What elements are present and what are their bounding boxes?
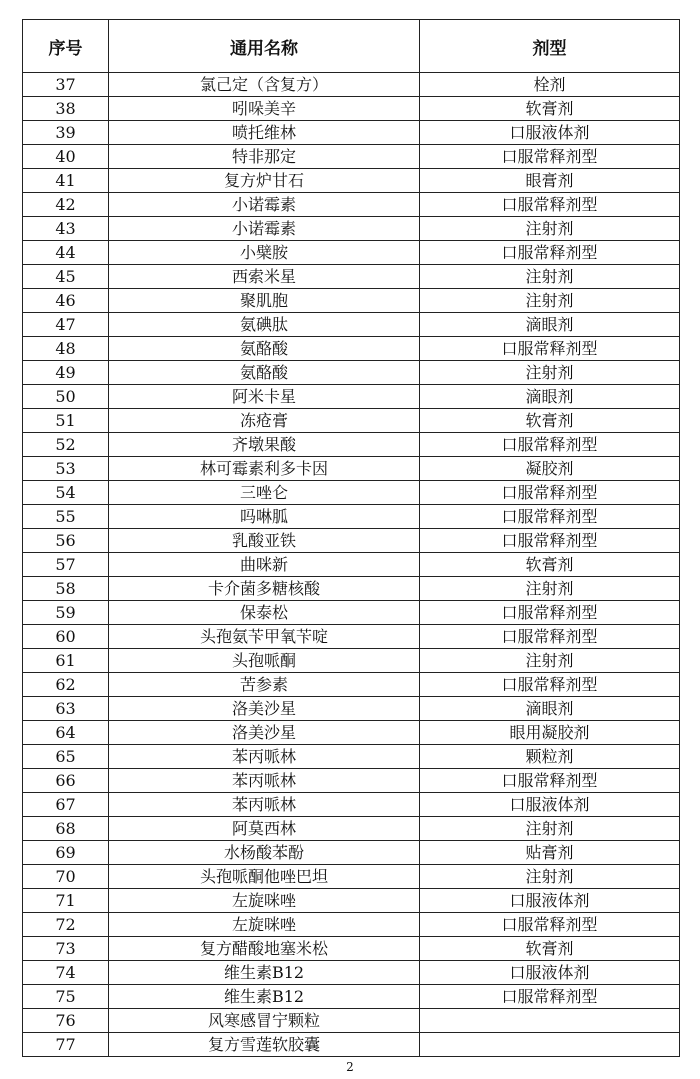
cell-serial-number: 72 [23,913,109,937]
header-generic-name: 通用名称 [109,20,420,73]
cell-generic-name: 特非那定 [109,145,420,169]
cell-serial-number: 61 [23,649,109,673]
cell-dosage-form: 注射剂 [420,649,680,673]
cell-generic-name: 头孢氨苄甲氧苄啶 [109,625,420,649]
cell-dosage-form: 滴眼剂 [420,313,680,337]
cell-generic-name: 阿米卡星 [109,385,420,409]
table-row [23,745,680,769]
cell-serial-number: 58 [23,577,109,601]
cell-generic-name: 曲咪新 [109,553,420,577]
cell-dosage-form: 口服常释剂型 [420,601,680,625]
cell-serial-number: 50 [23,385,109,409]
cell-serial-number: 43 [23,217,109,241]
table-row [23,961,680,985]
cell-dosage-form: 口服常释剂型 [420,985,680,1009]
cell-generic-name: 复方醋酸地塞米松 [109,937,420,961]
cell-generic-name: 苯丙哌林 [109,769,420,793]
cell-serial-number: 77 [23,1033,109,1057]
table-row [23,433,680,457]
cell-generic-name: 小檗胺 [109,241,420,265]
cell-dosage-form: 注射剂 [420,577,680,601]
cell-serial-number: 73 [23,937,109,961]
header-serial-number: 序号 [23,20,109,73]
table-row [23,361,680,385]
cell-serial-number: 65 [23,745,109,769]
table-row [23,241,680,265]
table-row [23,73,680,97]
cell-generic-name: 吗啉胍 [109,505,420,529]
cell-generic-name: 苦参素 [109,673,420,697]
cell-serial-number: 57 [23,553,109,577]
cell-generic-name: 西索米星 [109,265,420,289]
cell-serial-number: 46 [23,289,109,313]
cell-generic-name: 左旋咪唑 [109,913,420,937]
cell-generic-name: 苯丙哌林 [109,793,420,817]
cell-serial-number: 56 [23,529,109,553]
cell-dosage-form: 眼膏剂 [420,169,680,193]
cell-dosage-form: 凝胶剂 [420,457,680,481]
table-row [23,865,680,889]
cell-serial-number: 38 [23,97,109,121]
table-row [23,841,680,865]
table-row [23,577,680,601]
cell-serial-number: 42 [23,193,109,217]
cell-dosage-form: 栓剂 [420,73,680,97]
cell-serial-number: 76 [23,1009,109,1033]
table-row [23,553,680,577]
cell-dosage-form: 口服常释剂型 [420,481,680,505]
cell-generic-name: 洛美沙星 [109,697,420,721]
table-body [23,73,680,1057]
cell-generic-name: 喷托维林 [109,121,420,145]
cell-dosage-form: 口服常释剂型 [420,673,680,697]
table-row [23,313,680,337]
cell-dosage-form: 口服常释剂型 [420,433,680,457]
cell-dosage-form: 口服常释剂型 [420,529,680,553]
cell-generic-name: 吲哚美辛 [109,97,420,121]
table-row [23,289,680,313]
table-row [23,913,680,937]
cell-generic-name: 聚肌胞 [109,289,420,313]
table-row [23,1009,680,1033]
table-row [23,697,680,721]
table-row [23,481,680,505]
cell-serial-number: 55 [23,505,109,529]
page-number: 2 [346,1060,354,1074]
cell-serial-number: 48 [23,337,109,361]
cell-dosage-form: 颗粒剂 [420,745,680,769]
cell-serial-number: 44 [23,241,109,265]
cell-dosage-form [420,1009,680,1033]
cell-dosage-form: 注射剂 [420,265,680,289]
cell-serial-number: 64 [23,721,109,745]
table-row [23,793,680,817]
cell-generic-name: 小诺霉素 [109,193,420,217]
cell-serial-number: 37 [23,73,109,97]
table-row [23,625,680,649]
cell-generic-name: 冻疮膏 [109,409,420,433]
cell-generic-name: 乳酸亚铁 [109,529,420,553]
cell-generic-name: 氨碘肽 [109,313,420,337]
cell-dosage-form: 贴膏剂 [420,841,680,865]
cell-generic-name: 林可霉素利多卡因 [109,457,420,481]
cell-dosage-form: 口服液体剂 [420,793,680,817]
table-row [23,337,680,361]
cell-serial-number: 74 [23,961,109,985]
cell-dosage-form: 口服常释剂型 [420,505,680,529]
cell-serial-number: 45 [23,265,109,289]
cell-serial-number: 54 [23,481,109,505]
cell-generic-name: 复方雪莲软胶囊 [109,1033,420,1057]
cell-dosage-form: 口服常释剂型 [420,625,680,649]
cell-dosage-form: 滴眼剂 [420,385,680,409]
cell-generic-name: 阿莫西林 [109,817,420,841]
table-row [23,145,680,169]
cell-dosage-form: 软膏剂 [420,409,680,433]
table-row [23,169,680,193]
cell-serial-number: 60 [23,625,109,649]
cell-dosage-form: 注射剂 [420,361,680,385]
cell-generic-name: 左旋咪唑 [109,889,420,913]
table-row [23,937,680,961]
table-row [23,721,680,745]
cell-serial-number: 49 [23,361,109,385]
cell-dosage-form: 软膏剂 [420,553,680,577]
cell-serial-number: 67 [23,793,109,817]
drug-table [22,19,680,1057]
table-row [23,769,680,793]
cell-dosage-form: 注射剂 [420,817,680,841]
cell-serial-number: 75 [23,985,109,1009]
cell-dosage-form: 口服常释剂型 [420,241,680,265]
cell-serial-number: 41 [23,169,109,193]
cell-generic-name: 苯丙哌林 [109,745,420,769]
table-row [23,1033,680,1057]
cell-serial-number: 39 [23,121,109,145]
cell-dosage-form: 口服常释剂型 [420,769,680,793]
cell-generic-name: 卡介菌多糖核酸 [109,577,420,601]
table-row [23,217,680,241]
cell-generic-name: 风寒感冒宁颗粒 [109,1009,420,1033]
table-row [23,529,680,553]
cell-serial-number: 40 [23,145,109,169]
cell-generic-name: 齐墩果酸 [109,433,420,457]
table-row [23,673,680,697]
cell-serial-number: 63 [23,697,109,721]
header-dosage-form: 剂型 [420,20,680,73]
cell-serial-number: 53 [23,457,109,481]
cell-serial-number: 70 [23,865,109,889]
table-row [23,385,680,409]
cell-serial-number: 51 [23,409,109,433]
cell-generic-name: 头孢哌酮 [109,649,420,673]
table-row [23,265,680,289]
table-row [23,193,680,217]
table-header-row [23,20,680,73]
cell-generic-name: 三唑仑 [109,481,420,505]
cell-generic-name: 维生素B12 [109,985,420,1009]
cell-generic-name: 氨酪酸 [109,337,420,361]
cell-serial-number: 66 [23,769,109,793]
cell-generic-name: 维生素B12 [109,961,420,985]
cell-dosage-form: 注射剂 [420,217,680,241]
table-row [23,97,680,121]
cell-dosage-form: 注射剂 [420,865,680,889]
cell-generic-name: 保泰松 [109,601,420,625]
table-row [23,889,680,913]
cell-serial-number: 52 [23,433,109,457]
cell-serial-number: 62 [23,673,109,697]
cell-serial-number: 68 [23,817,109,841]
cell-serial-number: 59 [23,601,109,625]
cell-serial-number: 47 [23,313,109,337]
table-row [23,601,680,625]
cell-dosage-form: 口服液体剂 [420,121,680,145]
cell-generic-name: 头孢哌酮他唑巴坦 [109,865,420,889]
cell-dosage-form: 注射剂 [420,289,680,313]
cell-dosage-form: 口服液体剂 [420,961,680,985]
table-row [23,985,680,1009]
table-row [23,649,680,673]
cell-dosage-form: 口服常释剂型 [420,913,680,937]
table-row [23,409,680,433]
cell-dosage-form [420,1033,680,1057]
cell-generic-name: 氯己定（含复方） [109,73,420,97]
table-row [23,121,680,145]
cell-dosage-form: 口服常释剂型 [420,145,680,169]
cell-serial-number: 71 [23,889,109,913]
cell-generic-name: 氨酪酸 [109,361,420,385]
cell-generic-name: 洛美沙星 [109,721,420,745]
table-row [23,505,680,529]
cell-dosage-form: 软膏剂 [420,97,680,121]
table-row [23,817,680,841]
cell-dosage-form: 软膏剂 [420,937,680,961]
table-row [23,457,680,481]
cell-generic-name: 复方炉甘石 [109,169,420,193]
cell-dosage-form: 滴眼剂 [420,697,680,721]
cell-serial-number: 69 [23,841,109,865]
cell-dosage-form: 眼用凝胶剂 [420,721,680,745]
cell-dosage-form: 口服液体剂 [420,889,680,913]
cell-generic-name: 水杨酸苯酚 [109,841,420,865]
cell-dosage-form: 口服常释剂型 [420,337,680,361]
cell-generic-name: 小诺霉素 [109,217,420,241]
cell-dosage-form: 口服常释剂型 [420,193,680,217]
